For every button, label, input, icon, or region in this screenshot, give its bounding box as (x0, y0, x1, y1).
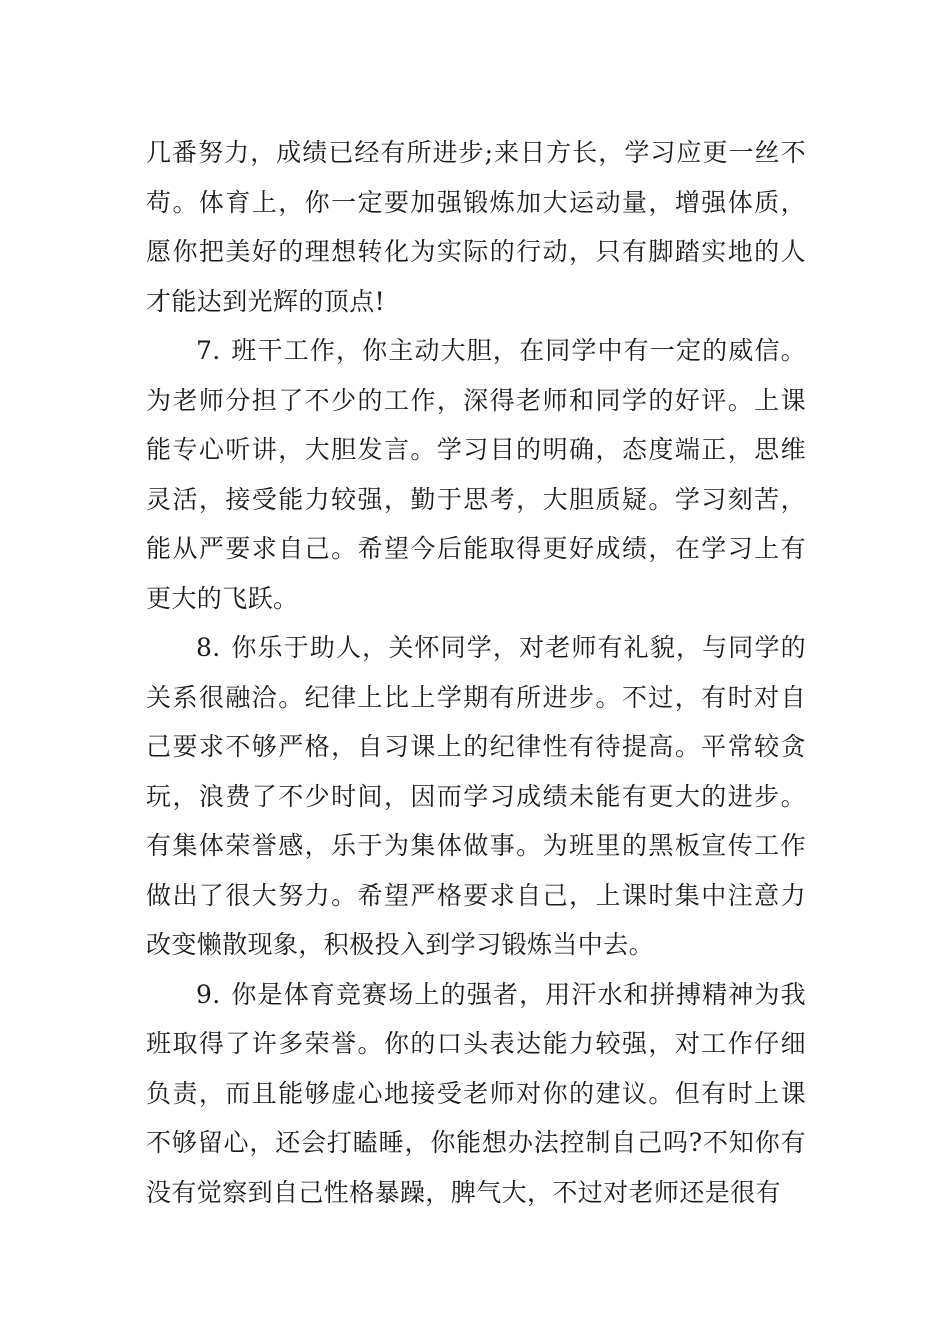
paragraph-item-8 (146, 623, 806, 970)
paragraph-item-9 (146, 970, 806, 1218)
paragraph-continuation (146, 128, 806, 326)
paragraph-number: 9. (196, 979, 221, 1009)
document-body (146, 128, 806, 1217)
paragraph-text: 你乐于助人，关怀同学，对老师有礼貌，与同学的关系很融洽。纪律上比上学期有所进步。不过，有时对自己要求不够严格，自习课上的纪律性有待提高。平常较贪玩，浪费了不少时间，因而学习成绩未能有更大的进步。有集体荣誉感，乐于为集体做事。为班里的黑板宣传工作做出了很大努力。希望严格要求自己，上课时集中注意力改变懒散现象，积极投入到学习锻炼当中去。 (146, 633, 806, 959)
paragraph-text: 班干工作，你主动大胆，在同学中有一定的威信。为老师分担了不少的工作，深得老师和同学的好评。上课能专心听讲，大胆发言。学习目的明确，态度端正，思维灵活，接受能力较强，勤于思考，大胆质疑。学习刻苦，能从严要求自己。希望今后能取得更好成绩，在学习上有更大的飞跃。 (146, 336, 806, 613)
paragraph-text: 你是体育竞赛场上的强者，用汗水和拼搏精神为我班取得了许多荣誉。你的口头表达能力较强，对工作仔细负责，而且能够虚心地接受老师对你的建议。但有时上课不够留心，还会打瞌睡，你能想办法控制自己吗?不知你有没有觉察到自己性格暴躁，脾气大，不过对老师还是很有 (146, 979, 806, 1207)
paragraph-item-7 (146, 326, 806, 623)
paragraph-number: 7. (196, 336, 221, 365)
paragraph-number: 8. (196, 633, 221, 662)
paragraph-text: 几番努力，成绩已经有所进步;来日方长，学习应更一丝不苟。体育上，你一定要加强锻炼加大运动量，增强体质，愿你把美好的理想转化为实际的行动，只有脚踏实地的人才能达到光辉的顶点! (146, 138, 806, 316)
